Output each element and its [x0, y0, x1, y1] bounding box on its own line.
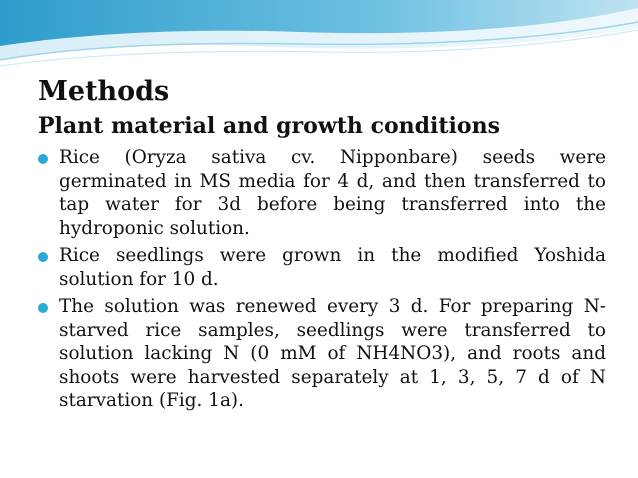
- slide-content: [38, 74, 606, 417]
- bullet-item: [38, 146, 606, 240]
- header-wave-decoration: [0, 0, 638, 80]
- bullet-text: Rice (Oryza sativa cv. Nipponbare) seeds were germinated in MS media for 4 d, and then transferred to tap water for 3d before being transferred into the hydroponic solution.: [59, 147, 606, 239]
- bullet-list: [38, 146, 606, 413]
- bullet-dot-icon: [38, 252, 48, 262]
- bullet-item: [38, 295, 606, 413]
- bullet-text: The solution was renewed every 3 d. For preparing N-starved rice samples, seedlings were transferred to solution lacking N (0 mM of NH4NO3), and roots and shoots were harvested separately at 1, 3, 5, 7 d of N starvation (Fig. 1a).: [59, 296, 606, 411]
- bullet-dot-icon: [38, 303, 48, 313]
- slide-title: Methods: [38, 76, 170, 107]
- bullet-text: Rice seedlings were grown in the modified Yoshida solution for 10 d.: [59, 245, 606, 290]
- bullet-dot-icon: [38, 154, 48, 164]
- slide-subtitle: Plant material and growth conditions: [38, 113, 500, 139]
- bullet-item: [38, 244, 606, 291]
